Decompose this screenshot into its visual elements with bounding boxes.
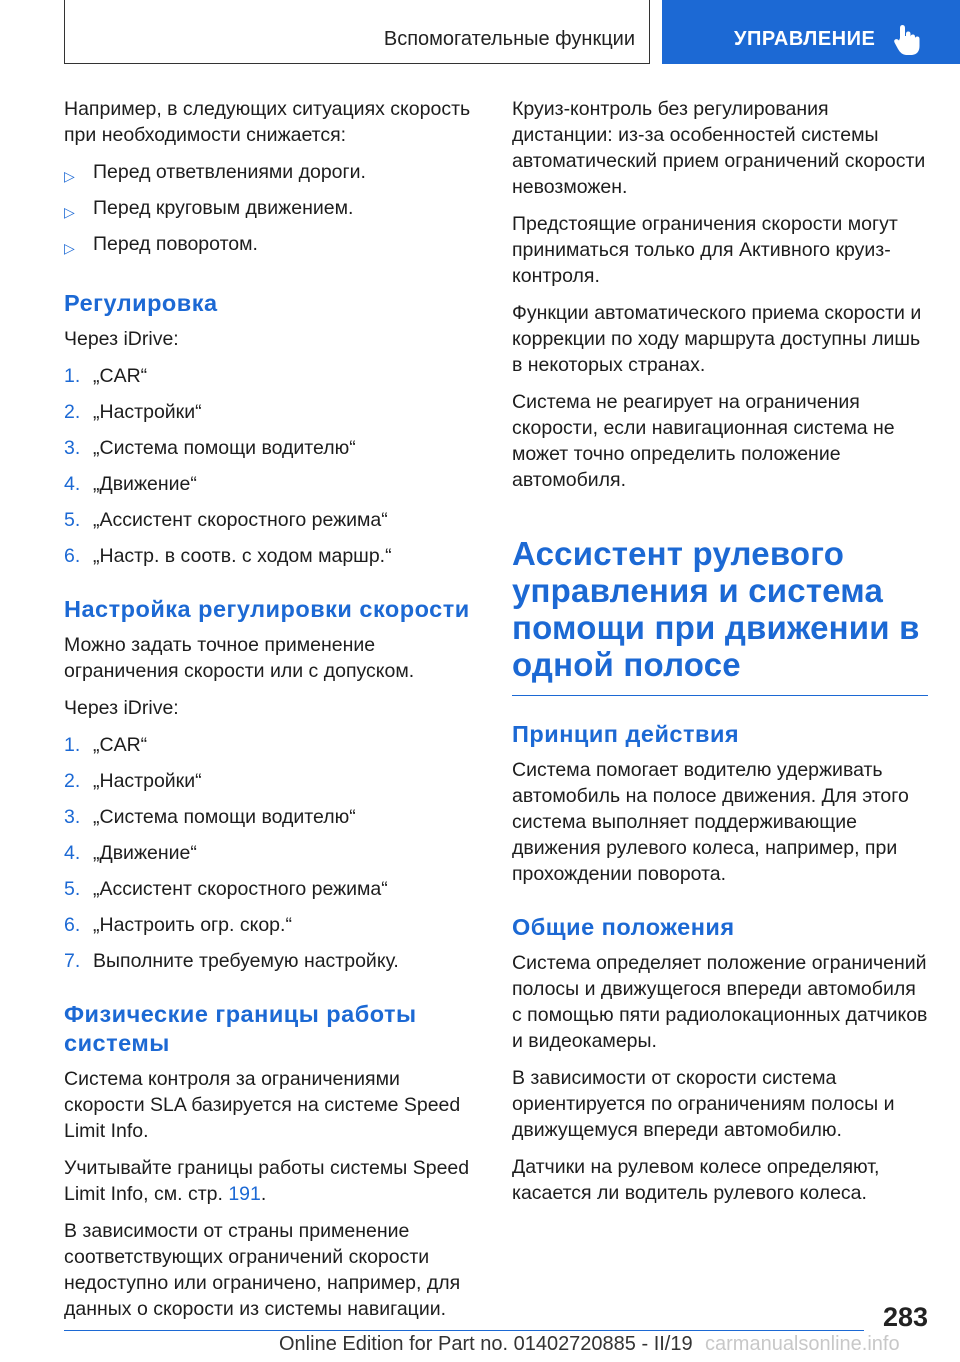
chapter-tab-label: УПРАВЛЕНИЕ — [734, 28, 876, 50]
general-text-2: В зависимости от скорости система ориентируется по ограничениям полосы и движущемуся впереди автомобилю. — [512, 1067, 895, 1141]
heading-principle: Принцип действия — [512, 721, 740, 747]
left-column — [64, 96, 482, 1333]
watermark: carmanualsonline.info — [705, 1333, 900, 1355]
regulation-steps — [64, 363, 482, 569]
limits-text-3: В зависимости от страны применение соответствующих ограничений скорости недоступно или ограничено, например, для данных о скорости из системы навигации. — [64, 1220, 461, 1320]
triangle-bullet-icon: ▷ — [64, 240, 75, 256]
heading-general: Общие положения — [512, 914, 735, 940]
heading-regulation: Регулировка — [64, 290, 218, 316]
general-text-3: Датчики на рулевом колесе определяют, касается ли водитель рулевого колеса. — [512, 1156, 880, 1204]
step-item: 5. „Ассистент скоростного режима“ — [64, 509, 388, 531]
major-heading: Ассистент рулевого управления и система помощи при движении в одной полосе — [512, 535, 920, 683]
list-item: ▷ Перед ответвлениями дороги. — [64, 159, 482, 185]
right-column — [512, 96, 928, 1217]
edition-text: Online Edition for Part no. 01402720885 - II/19 — [279, 1333, 693, 1355]
step-item: 2. „Настройки“ — [64, 401, 202, 423]
footer-divider — [64, 1330, 864, 1331]
intro-text: Например, в следующих ситуациях скорость при необходимости снижается: — [64, 98, 471, 146]
page-link[interactable]: 191 — [228, 1183, 261, 1205]
limits-text-1: Система контроля за ограничениями скорости SLA базируется на системе Speed Limit Info. — [64, 1068, 461, 1142]
speed-settings-steps — [64, 732, 482, 974]
hand-pointer-icon — [892, 24, 922, 56]
step-item: 7. Выполните требуемую настройку. — [64, 950, 399, 972]
step-item: 4. „Движение“ — [64, 842, 197, 864]
step-item: 3. „Система помощи водителю“ — [64, 806, 356, 828]
heading-divider — [512, 695, 928, 696]
heading-speed-settings: Настройка регулировки скорости — [64, 596, 470, 622]
step-item: 5. „Ассистент скоростного режима“ — [64, 878, 388, 900]
step-item: 2. „Настройки“ — [64, 770, 202, 792]
section-title: Вспомогательные функции — [383, 28, 635, 50]
step-item: 4. „Движение“ — [64, 473, 197, 495]
heading-limits: Физические границы работы системы — [64, 1001, 417, 1056]
chapter-tab[interactable] — [662, 0, 960, 64]
situation-list — [64, 159, 482, 257]
auto-functions-text: Функции автоматического приема скорости и коррекции по ходу маршрута доступны лишь в некоторых странах. — [512, 302, 922, 376]
list-item: ▷ Перед поворотом. — [64, 231, 482, 257]
step-item: 3. „Система помощи водителю“ — [64, 437, 356, 459]
step-item: 6. „Настроить огр. скор.“ — [64, 914, 292, 936]
triangle-bullet-icon: ▷ — [64, 168, 75, 184]
list-item: ▷ Перед круговым движением. — [64, 195, 482, 221]
step-item: 1. „CAR“ — [64, 365, 148, 387]
upcoming-limits-text: Предстоящие ограничения скорости могут приниматься только для Активного круиз-контроля. — [512, 213, 898, 287]
limits-text-2: Учитывайте границы работы системы Speed Limit Info, см. стр. 191. — [64, 1157, 470, 1205]
speed-settings-text: Можно задать точное применение ограничения скорости или с допуском. — [64, 634, 415, 682]
general-text-1: Система определяет положение ограничений полосы и движущегося впереди автомобиля с помощью пяти радиолокационных датчиков и видеокамеры. — [512, 952, 928, 1052]
principle-text: Система помогает водителю удерживать автомобиль на полосе движения. Для этого система выполняет поддерживающие движения рулевого колеса, например, при прохождении поворота. — [512, 759, 909, 885]
page-number: 283 — [882, 1302, 928, 1332]
via-idrive-text: Через iDrive: — [64, 328, 179, 350]
cruise-control-text: Круиз-контроль без регулирования дистанции: из-за особенностей системы автоматический прием ограничений скорости невозможен. — [512, 98, 926, 198]
via-idrive-text: Через iDrive: — [64, 697, 179, 719]
step-item: 6. „Настр. в соотв. с ходом маршр.“ — [64, 545, 392, 567]
step-item: 1. „CAR“ — [64, 734, 148, 756]
navigation-text: Система не реагирует на ограничения скорости, если навигационная система не может точно определить положение автомобиля. — [512, 391, 895, 491]
section-header — [64, 0, 650, 64]
triangle-bullet-icon: ▷ — [64, 204, 75, 220]
